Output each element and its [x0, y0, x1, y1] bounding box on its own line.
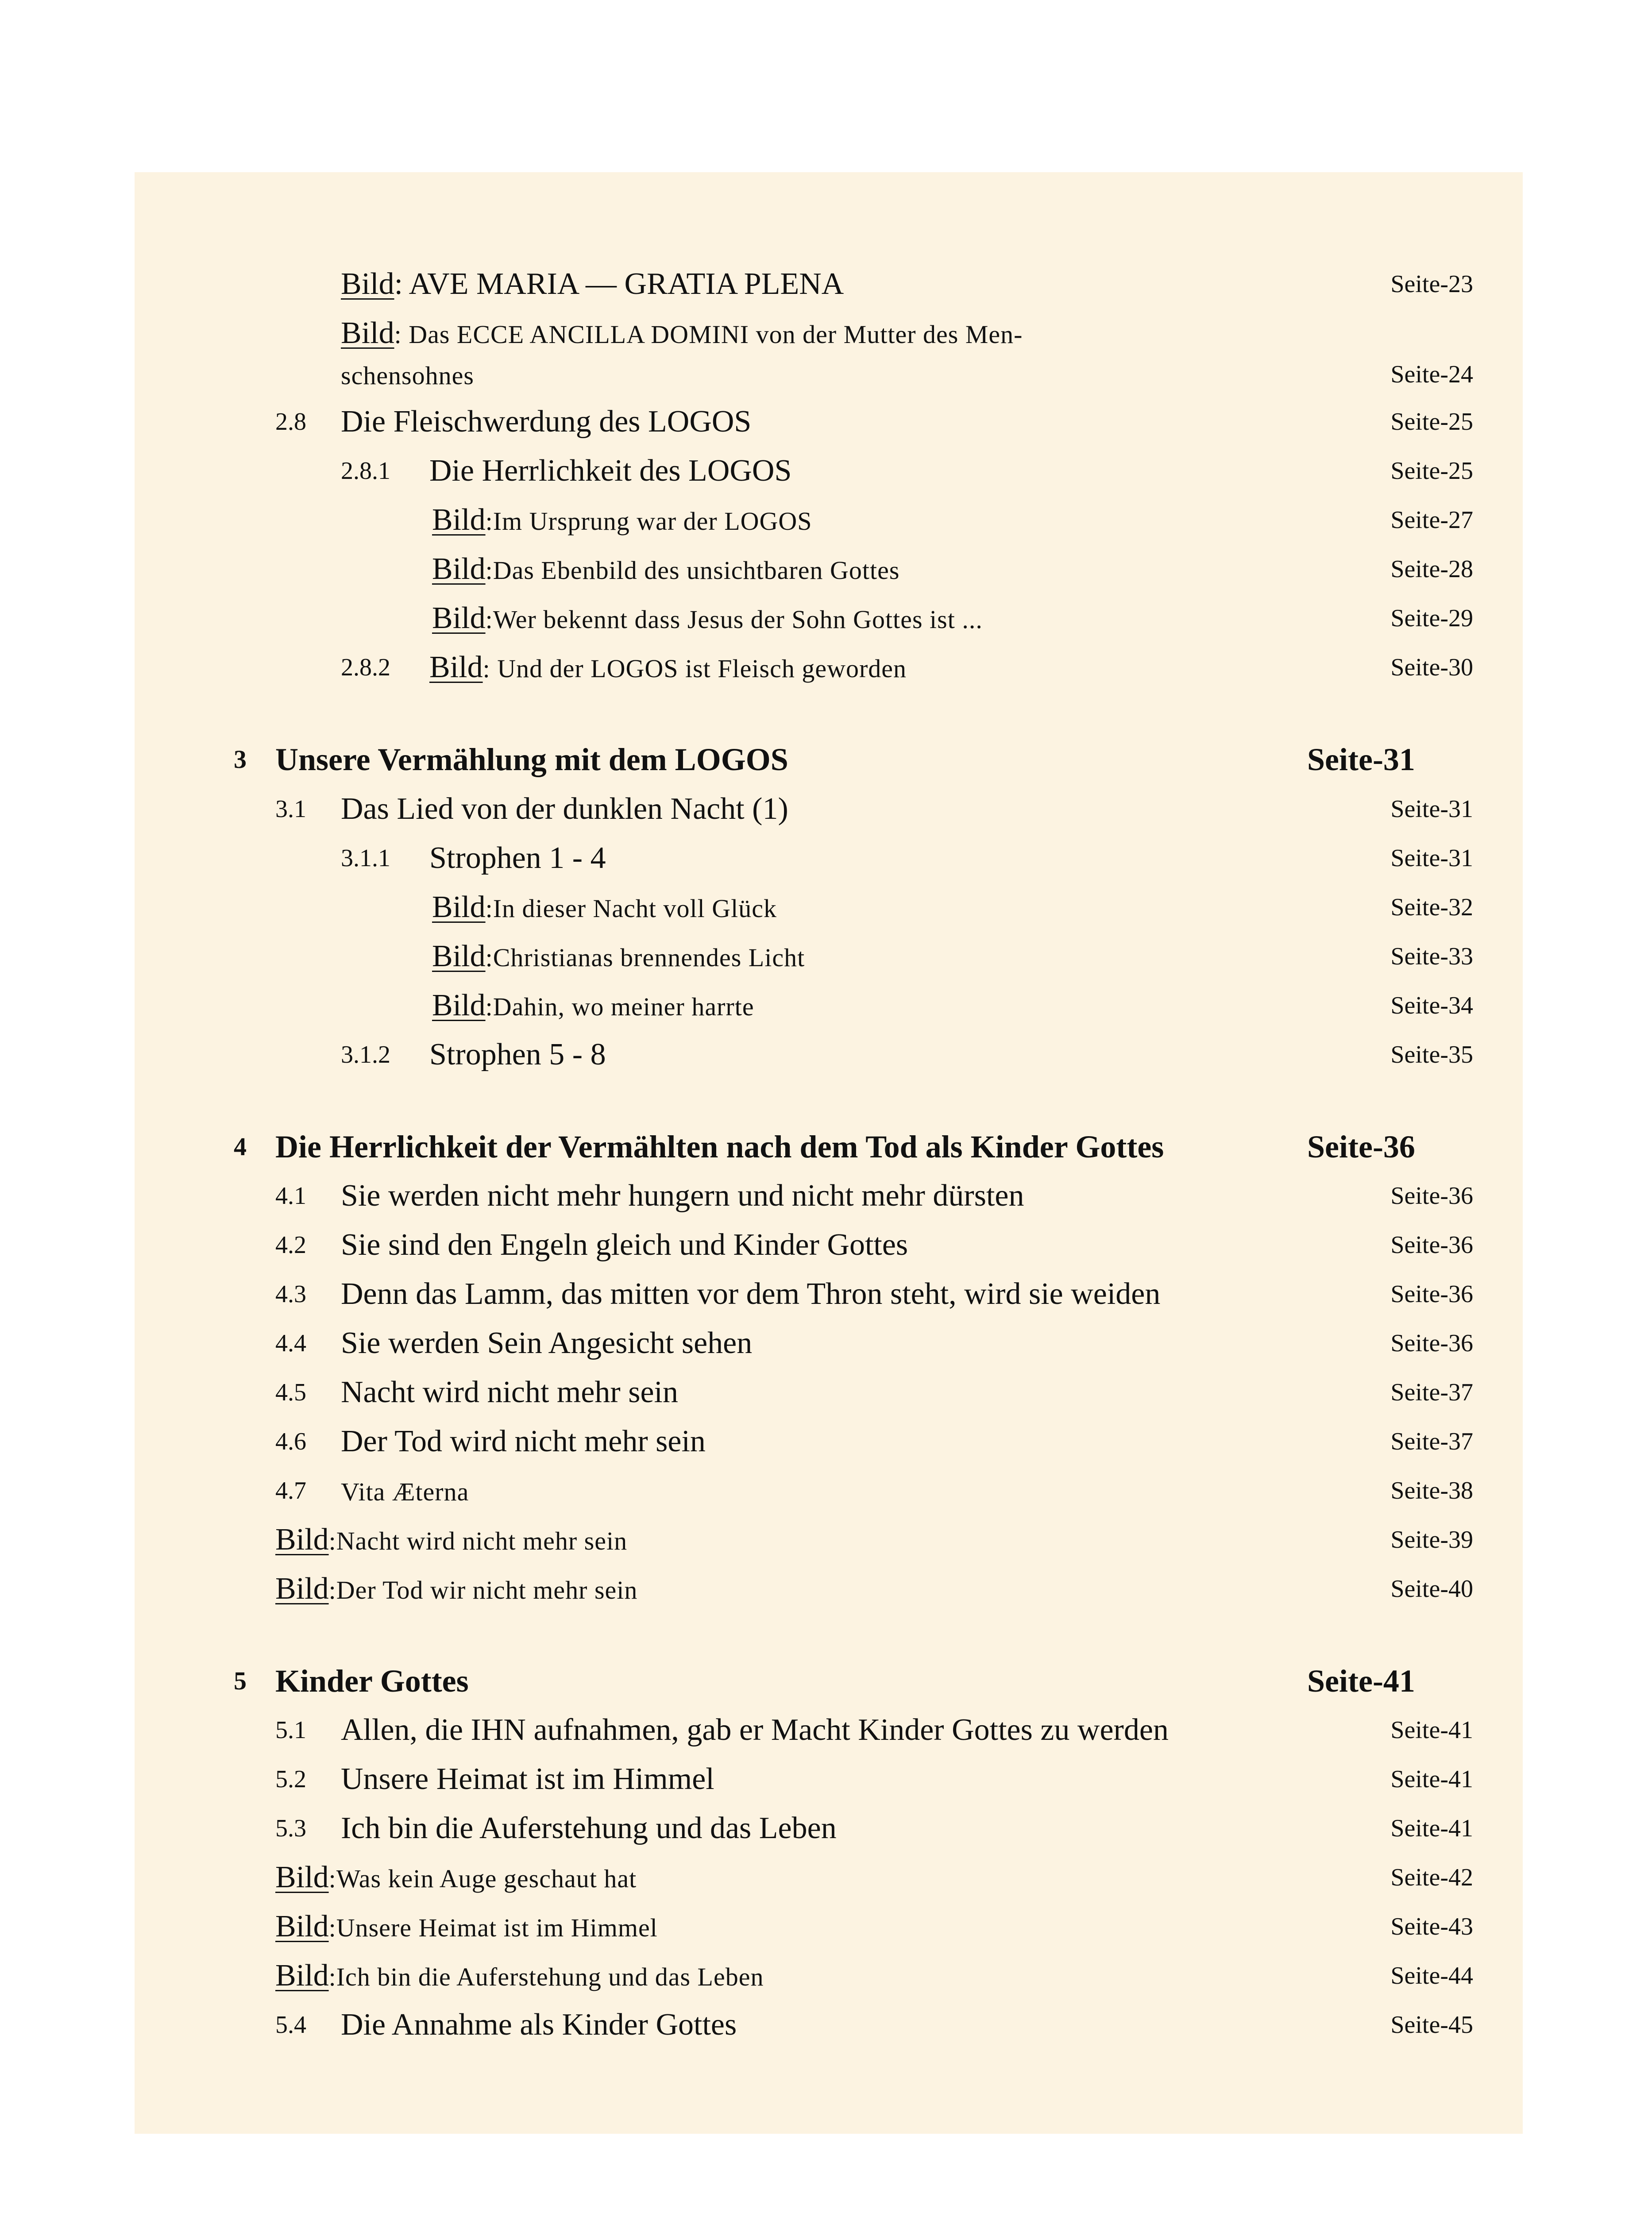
section-heading-5[interactable] — [234, 1661, 1429, 1701]
entry-title: :Unsere Heimat ist im Himmel — [328, 1913, 658, 1942]
bild-label[interactable]: Bild — [275, 1572, 329, 1606]
bild-label[interactable]: Bild — [432, 939, 486, 973]
toc-entry-bild[interactable] — [432, 936, 1473, 977]
page-number: Seite-31 — [1390, 844, 1473, 872]
entry-title: Sie werden nicht mehr hungern und nicht mehr dürsten — [341, 1179, 1032, 1213]
toc-entry-bild[interactable] — [432, 500, 1473, 540]
page-number: Seite-39 — [1390, 1526, 1473, 1554]
page-number: Seite-33 — [1390, 943, 1473, 970]
entry-title: :Wer bekennt dass Jesus der Sohn Gottes ist ... — [485, 605, 983, 634]
bild-label[interactable]: Bild — [275, 1959, 329, 1993]
entry-number: 4.7 — [275, 1477, 306, 1504]
toc-entry-bild[interactable] — [275, 1906, 1473, 1947]
page-number: Seite-40 — [1390, 1575, 1473, 1603]
entry-number: 3.1 — [275, 795, 306, 823]
entry-title: :Was kein Auge geschaut hat — [328, 1864, 637, 1893]
bild-label[interactable]: Bild — [275, 1523, 329, 1557]
section-title: Kinder Gottes — [275, 1663, 469, 1699]
entry-title: Ich bin die Auferstehung und das Leben — [341, 1811, 845, 1845]
bild-label[interactable]: Bild — [432, 503, 486, 537]
section-heading-4[interactable] — [234, 1126, 1429, 1167]
toc-entry-bild[interactable] — [275, 1955, 1473, 1996]
entry-number: 4.4 — [275, 1330, 306, 1357]
toc-entry-5-3[interactable] — [275, 1808, 1473, 1849]
entry-title: Strophen 1 - 4 — [429, 841, 614, 875]
page-number: Seite-35 — [1390, 1041, 1473, 1068]
section-title: Unsere Vermählung mit dem LOGOS — [275, 742, 788, 777]
entry-title: Das Lied von der dunklen Nacht (1) — [341, 792, 796, 826]
toc-entry-bild[interactable] — [275, 1519, 1473, 1560]
toc-entry-bild[interactable] — [275, 1857, 1473, 1898]
bild-label[interactable]: Bild — [432, 988, 486, 1022]
toc-entry-3-1-2[interactable] — [341, 1034, 1473, 1075]
entry-title: :Dahin, wo meiner harrte — [485, 992, 754, 1021]
page-number: Seite-37 — [1390, 1428, 1473, 1455]
page-number: Seite-42 — [1390, 1864, 1473, 1891]
entry-title: Strophen 5 - 8 — [429, 1037, 614, 1072]
entry-number: 4.2 — [275, 1231, 306, 1259]
entry-number: 3.1.1 — [341, 844, 390, 872]
entry-title: Der Tod wird nicht mehr sein — [341, 1424, 714, 1458]
section-number: 4 — [234, 1132, 247, 1161]
toc-entry-4-4[interactable] — [275, 1323, 1473, 1364]
bild-label[interactable]: Bild — [275, 1860, 329, 1894]
entry-title: :Christianas brennendes Licht — [485, 943, 805, 972]
section-page: Seite-41 — [1307, 1663, 1415, 1699]
toc-entry-4-7[interactable] — [275, 1470, 1473, 1511]
entry-title: Sie werden Sein Angesicht sehen — [341, 1326, 760, 1360]
entry-title: Die Herrlichkeit des LOGOS — [429, 454, 799, 488]
bild-label[interactable]: Bild — [432, 890, 486, 924]
page-number: Seite-37 — [1390, 1379, 1473, 1406]
page-number: Seite-29 — [1390, 605, 1473, 632]
entry-number: 5.1 — [275, 1716, 306, 1744]
section-number: 5 — [234, 1666, 247, 1695]
page-number: Seite-41 — [1390, 1815, 1473, 1842]
page-number: Seite-41 — [1390, 1766, 1473, 1793]
section-page: Seite-31 — [1307, 742, 1415, 777]
entry-title: Vita Æterna — [341, 1477, 477, 1506]
entry-title: Unsere Heimat ist im Himmel — [341, 1762, 722, 1796]
entry-title: :Im Ursprung war der LOGOS — [485, 507, 812, 536]
entry-title: : AVE MARIA — GRATIA PLENA — [394, 267, 844, 301]
toc-entry-2-8-2[interactable] — [341, 647, 1473, 688]
page-number: Seite-34 — [1390, 992, 1473, 1019]
entry-number: 4.6 — [275, 1428, 306, 1455]
bild-label[interactable]: Bild — [275, 1909, 329, 1943]
entry-number: 2.8 — [275, 408, 306, 436]
page-number: Seite-30 — [1390, 654, 1473, 681]
toc-entry-bild[interactable] — [341, 264, 1473, 305]
toc-entry-bild[interactable] — [275, 1569, 1473, 1609]
page-number: Seite-23 — [1390, 270, 1473, 298]
entry-number: 5.3 — [275, 1815, 306, 1842]
entry-number: 4.1 — [275, 1182, 306, 1210]
toc-entry-4-2[interactable] — [275, 1225, 1473, 1265]
page-number: Seite-25 — [1390, 408, 1473, 436]
bild-label[interactable]: Bild — [341, 316, 394, 350]
page-number: Seite-27 — [1390, 506, 1473, 534]
page-number: Seite-28 — [1390, 555, 1473, 583]
entry-number: 3.1.2 — [341, 1041, 390, 1068]
toc-entry-bild[interactable] — [432, 887, 1473, 928]
entry-number: 4.3 — [275, 1280, 306, 1308]
toc-entry-5-1[interactable] — [275, 1710, 1473, 1750]
page-number: Seite-32 — [1390, 894, 1473, 921]
toc-entry-4-5[interactable] — [275, 1372, 1473, 1413]
toc-entry-bild[interactable] — [432, 598, 1473, 639]
toc-entry-bild[interactable] — [341, 313, 1473, 354]
toc-entry-4-1[interactable] — [275, 1176, 1473, 1216]
entry-number: 2.8.2 — [341, 654, 390, 681]
section-heading-3[interactable] — [234, 739, 1429, 780]
bild-label[interactable]: Bild — [432, 552, 486, 586]
toc-entry-bild[interactable] — [432, 549, 1473, 590]
entry-title: :In dieser Nacht voll Glück — [485, 894, 777, 923]
entry-title: :Der Tod wir nicht mehr sein — [328, 1576, 638, 1604]
page-number: Seite-31 — [1390, 795, 1473, 823]
bild-label[interactable]: Bild — [429, 650, 483, 684]
entry-title: Denn das Lamm, das mitten vor dem Thron steht, wird sie weiden — [341, 1277, 1168, 1311]
entry-title: Die Fleischwerdung des LOGOS — [341, 405, 759, 439]
bild-label[interactable]: Bild — [341, 267, 394, 301]
page-number: Seite-36 — [1390, 1231, 1473, 1259]
toc-entry-bild[interactable] — [432, 985, 1473, 1026]
page-number: Seite-43 — [1390, 1913, 1473, 1940]
toc-entry-continuation[interactable] — [341, 354, 1473, 395]
entry-title: Die Annahme als Kinder Gottes — [341, 2008, 745, 2042]
toc-entry-4-3[interactable] — [275, 1274, 1473, 1315]
toc-entry-5-4[interactable] — [275, 2005, 1473, 2045]
section-page: Seite-36 — [1307, 1129, 1415, 1164]
page-number: Seite-36 — [1390, 1280, 1473, 1308]
page-number: Seite-41 — [1390, 1716, 1473, 1744]
entry-title: : Das ECCE ANCILLA DOMINI von der Mutter des Men- — [394, 320, 1023, 349]
page-number: Seite-24 — [1390, 361, 1473, 388]
bild-label[interactable]: Bild — [432, 601, 486, 635]
entry-number: 5.2 — [275, 1766, 306, 1793]
entry-title: :Ich bin die Auferstehung und das Leben — [328, 1962, 764, 1991]
page-number: Seite-44 — [1390, 1962, 1473, 1989]
entry-number: 4.5 — [275, 1379, 306, 1406]
page-number: Seite-36 — [1390, 1330, 1473, 1357]
entry-title: : Und der LOGOS ist Fleisch geworden — [482, 654, 907, 683]
page-number: Seite-36 — [1390, 1182, 1473, 1210]
toc-entry-4-6[interactable] — [275, 1421, 1473, 1462]
entry-title-continuation: schensohnes — [341, 361, 482, 390]
entry-title: :Das Ebenbild des unsichtbaren Gottes — [485, 556, 900, 585]
entry-title: Allen, die IHN aufnahmen, gab er Macht Kinder Gottes zu werden — [341, 1713, 1177, 1747]
entry-title: :Nacht wird nicht mehr sein — [328, 1527, 628, 1555]
entry-title: Sie sind den Engeln gleich und Kinder Gottes — [341, 1228, 916, 1262]
page-number: Seite-25 — [1390, 457, 1473, 485]
toc-entry-3-1[interactable] — [275, 789, 1473, 829]
entry-number: 5.4 — [275, 2011, 306, 2039]
section-title: Die Herrlichkeit der Vermählten nach dem Tod als Kinder Gottes — [275, 1129, 1164, 1164]
toc-entry-3-1-1[interactable] — [341, 838, 1473, 879]
entry-title: Nacht wird nicht mehr sein — [341, 1375, 686, 1409]
toc-entry-2-8-1[interactable] — [341, 451, 1473, 491]
section-number: 3 — [234, 745, 247, 774]
toc-entry-2-8[interactable] — [275, 401, 1473, 442]
page-number: Seite-45 — [1390, 2011, 1473, 2039]
toc-entry-5-2[interactable] — [275, 1759, 1473, 1800]
entry-number: 2.8.1 — [341, 457, 390, 485]
page-number: Seite-38 — [1390, 1477, 1473, 1504]
